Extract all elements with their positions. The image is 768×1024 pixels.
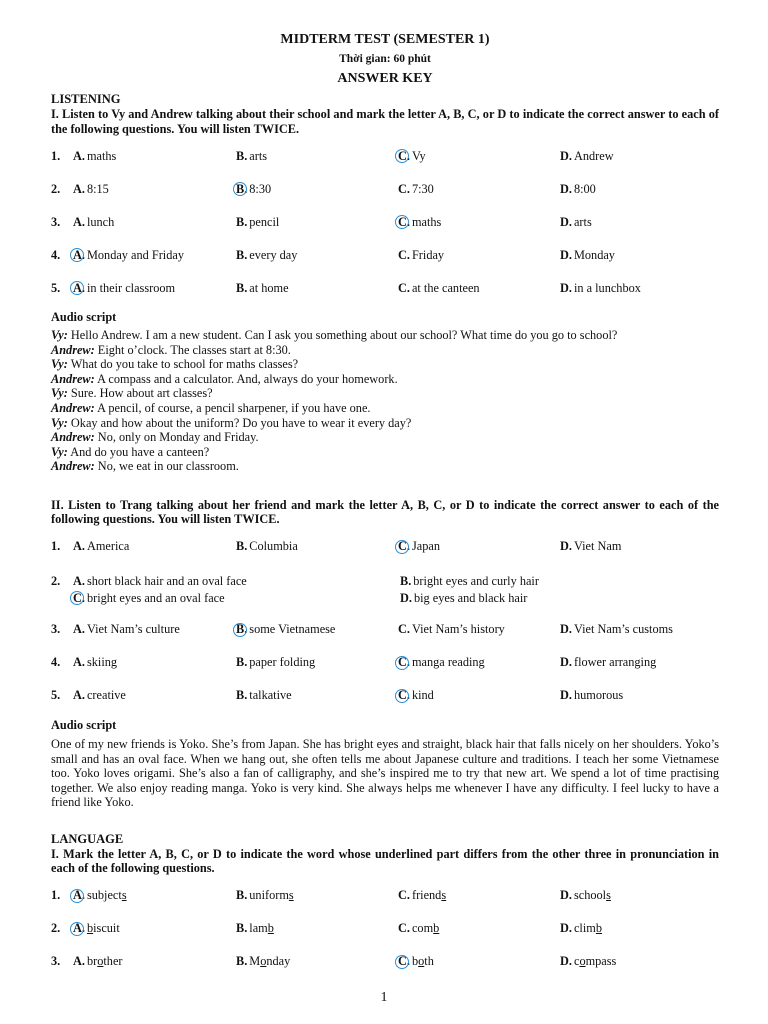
audio-script-paragraph: One of my new friends is Yoko. She’s from Japan. She has bright eyes and straight, black hair that falls nicely on her shoulders. Yoko’s small and has an oval face. When we hang out, she often tells me about Japanese culture and traditions. I teach her some Vietnamese too. Yoko loves origami. She’s also a fan of calligraphy, and she’s inspired me to try that new art. We spend a lot of time practising together. We also enjoy reading manga. Yoko is very kind. She always helps me whenever I have any difficulty. I feel lucky to have a friend like Yoko. [51, 736, 719, 810]
option-c[interactable] [398, 248, 560, 263]
option-letter: C. [398, 280, 410, 295]
option-letter: D. [560, 280, 572, 295]
question-row [51, 146, 719, 166]
speaker-name: Vy: [51, 386, 68, 401]
answer-circle-a: A. [73, 888, 85, 903]
script-line: Andrew: Eight o’clock. The classes start at 8:30. [51, 342, 291, 357]
option-d[interactable] [560, 622, 673, 637]
speaker-name: Vy: [51, 444, 68, 459]
script-line: Vy: Sure. How about art classes? [51, 386, 213, 401]
option-d[interactable] [400, 591, 527, 606]
script-line: Andrew: A compass and a calculator. And, always do your homework. [51, 371, 398, 386]
option-letter: B. [236, 655, 248, 670]
option-text: Japan [411, 539, 440, 554]
question-number: 4. [51, 655, 61, 670]
option-text: lamb [249, 921, 274, 936]
option-text: both [411, 954, 434, 969]
question-row [51, 212, 719, 232]
option-letter: C. [398, 181, 410, 196]
option-text: humorous [573, 688, 624, 703]
question-number: 1. [51, 888, 61, 903]
option-b[interactable] [236, 539, 398, 554]
question-row [51, 919, 719, 939]
listening-part2-instruction: II. Listen to Trang talking about her friend and mark the letter A, B, C, or D to indicate the correct answer to each of the following questions. You will listen TWICE. [51, 497, 719, 527]
option-text: bright eyes and an oval face [86, 590, 225, 605]
option-b[interactable] [236, 281, 398, 296]
option-c[interactable] [398, 688, 560, 703]
option-text: Monday [249, 954, 291, 969]
option-letter: D. [560, 539, 572, 554]
option-letter: C. [398, 921, 410, 936]
option-a[interactable] [73, 149, 236, 164]
option-b[interactable] [236, 655, 398, 670]
test-duration: Thời gian: 60 phút [339, 53, 431, 65]
speaker-name: Vy: [51, 357, 68, 372]
listening-part1-questions [51, 146, 719, 298]
option-d[interactable] [560, 655, 656, 670]
option-text: some Vietnamese [249, 622, 336, 637]
option-c[interactable] [398, 954, 560, 969]
option-a[interactable] [73, 921, 236, 936]
option-letter: D. [560, 148, 572, 163]
option-text: creative [86, 688, 126, 703]
option-letter: C. [398, 622, 410, 637]
option-d[interactable] [560, 954, 616, 969]
option-text: compass [573, 954, 617, 969]
question-row [51, 686, 719, 706]
script-line: Andrew: No, only on Monday and Friday. [51, 430, 259, 445]
option-letter: A. [73, 214, 85, 229]
option-letter: B. [236, 148, 248, 163]
option-text: 7:30 [411, 181, 434, 196]
option-text: arts [573, 214, 592, 229]
option-a[interactable] [73, 688, 236, 703]
option-letter: B. [236, 954, 248, 969]
option-text: Viet Nam’s culture [86, 622, 180, 637]
option-d[interactable] [560, 281, 641, 296]
option-b[interactable] [236, 688, 398, 703]
audio-script-title: Audio script [51, 310, 117, 324]
option-d[interactable] [560, 149, 614, 164]
option-letter: D. [560, 888, 572, 903]
option-b[interactable] [236, 149, 398, 164]
question-number: 3. [51, 214, 61, 229]
option-text: manga reading [411, 655, 485, 670]
answer-circle-c: C. [73, 590, 85, 605]
option-text: 8:00 [573, 181, 596, 196]
option-b[interactable] [236, 215, 398, 230]
answer-circle-c: C. [398, 655, 410, 670]
option-c[interactable] [398, 182, 560, 197]
option-b[interactable] [236, 954, 398, 969]
option-letter: A. [73, 688, 85, 703]
answer-circle-c: C. [398, 688, 410, 703]
option-c[interactable] [398, 281, 560, 296]
option-text: kind [411, 688, 434, 703]
question-number: 1. [51, 148, 61, 163]
option-a[interactable] [73, 281, 236, 296]
language-heading: LANGUAGE [51, 831, 124, 846]
answer-circle-a: A. [73, 280, 85, 295]
option-a[interactable] [73, 954, 236, 969]
answer-circle-b: B. [236, 622, 248, 637]
option-text: Monday and Friday [86, 247, 184, 262]
option-text: comb [411, 921, 440, 936]
option-c[interactable] [398, 921, 560, 936]
option-text: Columbia [249, 539, 298, 554]
question-row [51, 537, 719, 557]
option-letter: D. [560, 655, 572, 670]
question-number: 5. [51, 688, 61, 703]
question-number: 5. [51, 280, 61, 295]
option-d[interactable] [560, 248, 615, 263]
option-text: talkative [249, 688, 292, 703]
option-d[interactable] [560, 888, 611, 903]
listening-part2-questions [51, 620, 719, 706]
option-text: pencil [249, 214, 280, 229]
listening-part1-instruction: I. Listen to Vy and Andrew talking about their school and mark the letter A, B, C, or D to indicate the correct answer to each of the following questions. You will listen TWICE. [51, 107, 719, 136]
listening-heading: LISTENING [51, 92, 121, 106]
answer-key-title: ANSWER KEY [337, 71, 433, 86]
option-text: Viet Nam [573, 539, 622, 554]
option-letter: D. [560, 622, 572, 637]
question-number: 2. [51, 573, 61, 588]
option-text: friends [411, 888, 447, 903]
option-letter: D. [560, 954, 572, 969]
option-text: Viet Nam’s history [411, 622, 505, 637]
speaker-name: Andrew: [51, 400, 95, 415]
option-text: short black hair and an oval face [86, 573, 247, 588]
question-row [51, 179, 719, 199]
option-d[interactable] [560, 921, 602, 936]
audio-script-dialogue [51, 328, 719, 474]
option-letter: C. [398, 888, 410, 903]
speaker-name: Andrew: [51, 342, 95, 357]
option-text: every day [249, 247, 298, 262]
script-line: Vy: Okay and how about the uniform? Do you have to wear it every day? [51, 415, 412, 430]
question-row [51, 620, 719, 640]
question-number: 1. [51, 539, 61, 554]
option-text: bright eyes and curly hair [413, 573, 539, 588]
option-text: in their classroom [86, 280, 176, 295]
option-text: biscuit [86, 921, 120, 936]
option-d[interactable] [560, 539, 621, 554]
answer-circle-a: A. [73, 247, 85, 262]
option-text: brother [86, 954, 123, 969]
option-text: at the canteen [411, 280, 480, 295]
question-number: 3. [51, 954, 61, 969]
option-text: Viet Nam’s customs [573, 622, 673, 637]
option-letter: D. [560, 921, 572, 936]
question-row [51, 653, 719, 673]
option-text: at home [249, 280, 289, 295]
question-number: 3. [51, 622, 61, 637]
option-text: uniforms [249, 888, 294, 903]
speaker-name: Andrew: [51, 430, 95, 445]
option-b[interactable] [400, 574, 539, 589]
option-a[interactable] [73, 215, 236, 230]
option-letter: B. [236, 539, 248, 554]
answer-circle-c: C. [398, 954, 410, 969]
answer-circle-c: C. [398, 148, 410, 163]
option-a[interactable] [73, 655, 236, 670]
option-text: maths [411, 214, 442, 229]
option-letter: A. [73, 539, 85, 554]
option-c[interactable] [398, 622, 560, 637]
option-text: climb [573, 921, 602, 936]
answer-circle-c: C. [398, 539, 410, 554]
option-letter: A. [73, 181, 85, 196]
option-text: 8:15 [86, 181, 109, 196]
listening-part2-question-1 [51, 537, 719, 557]
option-b[interactable] [236, 248, 398, 263]
question-number: 4. [51, 247, 61, 262]
option-letter: A. [73, 148, 85, 163]
option-letter: B. [236, 214, 248, 229]
option-a[interactable] [73, 539, 236, 554]
option-letter: A. [73, 655, 85, 670]
question-row [51, 278, 719, 298]
page-number: 1 [380, 990, 388, 1005]
speaker-name: Vy: [51, 415, 68, 430]
option-c[interactable] [398, 539, 560, 554]
option-letter: A. [73, 954, 85, 969]
question-row [51, 886, 719, 906]
answer-circle-b: B. [236, 181, 248, 196]
option-letter: D. [400, 590, 412, 605]
answer-circle-a: A. [73, 921, 85, 936]
option-text: arts [249, 148, 268, 163]
language-instruction: I. Mark the letter A, B, C, or D to indicate the word whose underlined part differs from the other three in pronunciation in each of the following questions. [51, 846, 719, 876]
option-text: 8:30 [249, 181, 272, 196]
option-letter: D. [560, 181, 572, 196]
option-text: Friday [411, 247, 445, 262]
option-text: in a lunchbox [573, 280, 641, 295]
option-a[interactable] [73, 888, 236, 903]
option-text: America [86, 539, 130, 554]
answer-circle-c: C. [398, 214, 410, 229]
option-b[interactable] [236, 888, 398, 903]
option-letter: B. [236, 280, 248, 295]
script-line: Vy: What do you take to school for maths classes? [51, 357, 299, 372]
test-title: MIDTERM TEST (SEMESTER 1) [280, 32, 490, 47]
option-text: Andrew [573, 148, 614, 163]
option-text: skiing [86, 655, 118, 670]
script-line: Andrew: No, we eat in our classroom. [51, 459, 239, 474]
listening-part2-question-2 [51, 573, 719, 607]
question-number: 2. [51, 921, 61, 936]
option-text: big eyes and black hair [413, 590, 528, 605]
option-text: lunch [86, 214, 115, 229]
option-letter: D. [560, 688, 572, 703]
option-d[interactable] [560, 182, 596, 197]
option-letter: C. [398, 247, 410, 262]
option-letter: D. [560, 247, 572, 262]
script-line: Andrew: A pencil, of course, a pencil sharpener, if you have one. [51, 400, 371, 415]
script-line: Vy: And do you have a canteen? [51, 444, 210, 459]
speaker-name: Andrew: [51, 459, 95, 474]
answer-key-page [51, 30, 719, 972]
option-a[interactable] [73, 574, 400, 589]
speaker-name: Andrew: [51, 371, 95, 386]
option-a[interactable] [73, 622, 236, 637]
question-number: 2. [51, 181, 61, 196]
option-b[interactable] [236, 921, 398, 936]
option-a[interactable] [73, 182, 236, 197]
option-letter: B. [236, 247, 248, 262]
option-text: schools [573, 888, 611, 903]
speaker-name: Vy: [51, 328, 68, 342]
option-letter: A. [73, 622, 85, 637]
option-text: paper folding [249, 655, 316, 670]
option-c[interactable] [398, 215, 560, 230]
language-questions [51, 886, 719, 972]
option-b[interactable] [236, 622, 398, 637]
option-c[interactable] [398, 149, 560, 164]
question-row [51, 952, 719, 972]
option-c[interactable] [398, 655, 560, 670]
option-text: subjects [86, 888, 127, 903]
option-text: flower arranging [573, 655, 657, 670]
option-d[interactable] [560, 688, 623, 703]
option-letter: B. [400, 573, 412, 588]
option-letter: B. [236, 688, 248, 703]
option-letter: B. [236, 888, 248, 903]
option-c[interactable] [398, 888, 560, 903]
option-a[interactable] [73, 248, 236, 263]
option-c[interactable] [73, 591, 400, 606]
option-b[interactable] [236, 182, 398, 197]
option-text: Vy [411, 148, 426, 163]
audio-script-title-2: Audio script [51, 717, 117, 732]
script-line: Vy: Hello Andrew. I am a new student. Can I ask you something about our school? What time do you go to school? [51, 328, 618, 342]
option-d[interactable] [560, 215, 592, 230]
option-letter: B. [236, 921, 248, 936]
option-text: maths [86, 148, 117, 163]
option-letter: D. [560, 214, 572, 229]
option-letter: A. [73, 573, 85, 588]
question-row [51, 245, 719, 265]
option-text: Monday [573, 247, 615, 262]
